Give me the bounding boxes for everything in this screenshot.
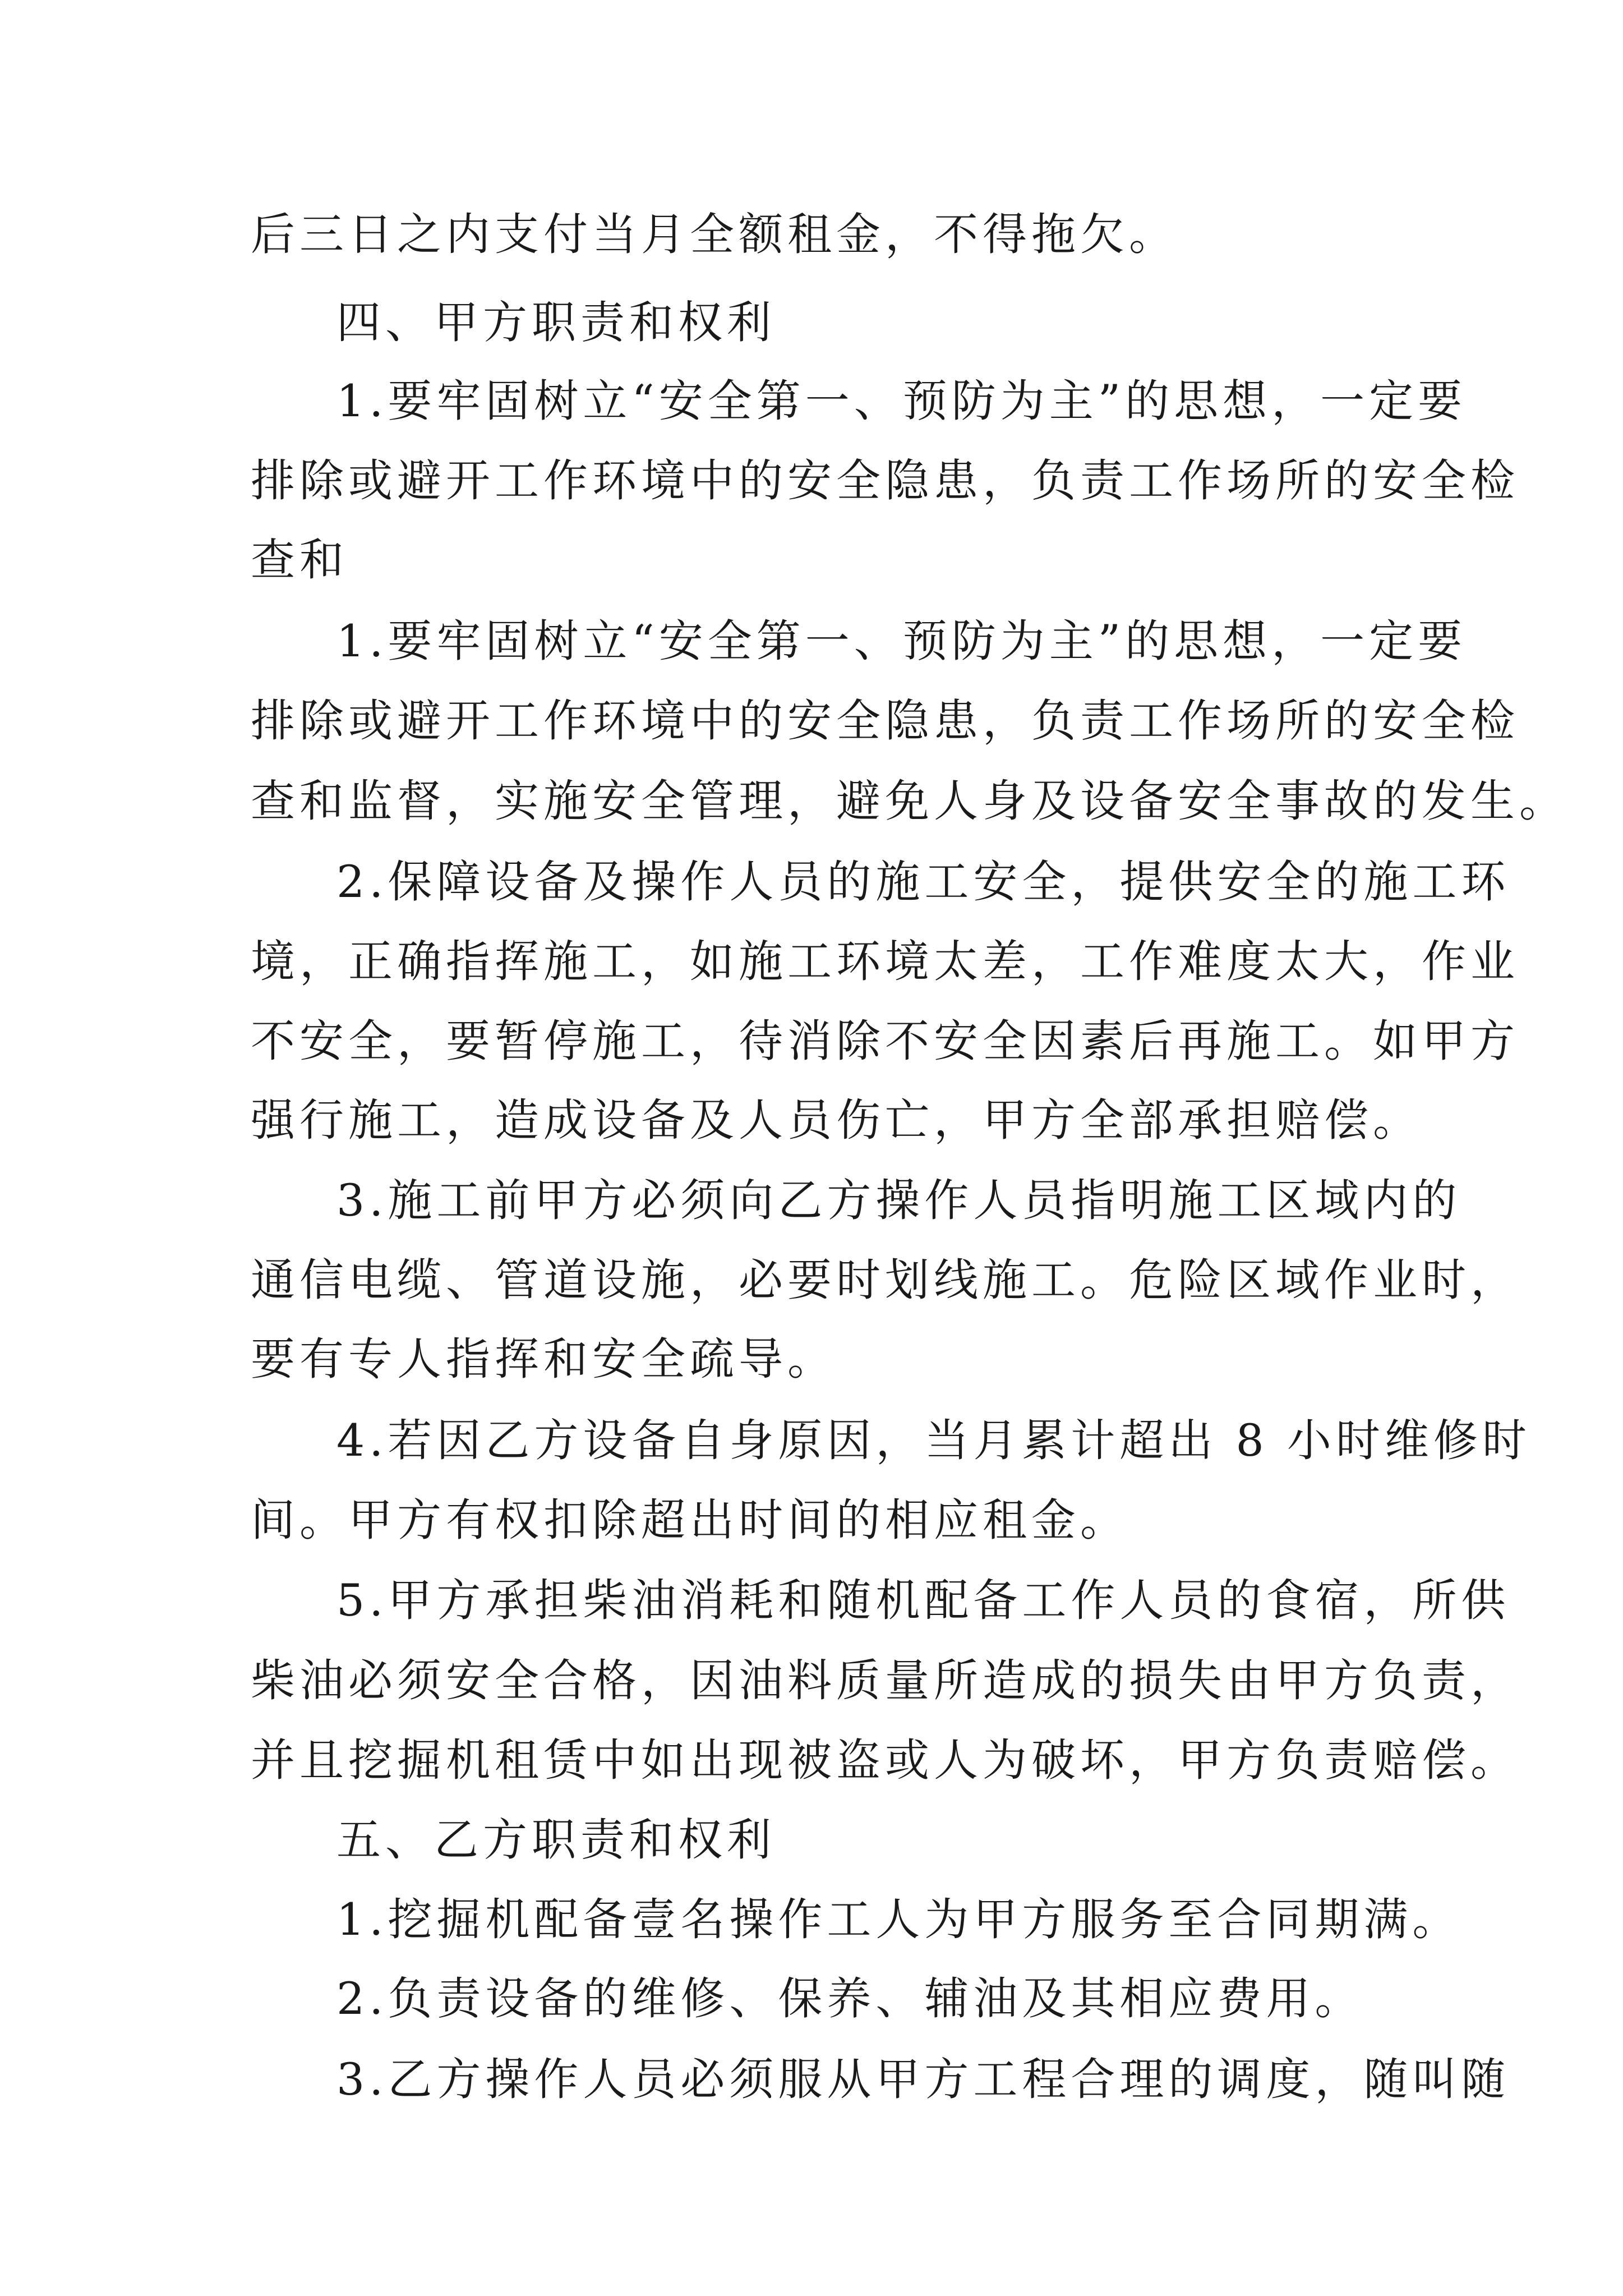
paragraph-line: 2.保障设备及操作人员的施工安全，提供安全的施工环 [336,856,1510,908]
paragraph-line: 3.乙方操作人员必须服从甲方工程合理的调度，随叫随 [336,2054,1510,2105]
paragraph-line: 间。甲方有权扣除超出时间的相应租金。 [251,1494,1129,1546]
paragraph-line: 柴油必须安全合格，因油料质量所造成的损失由甲方负责， [251,1655,1519,1706]
paragraph-line: 强行施工，造成设备及人员伤亡，甲方全部承担赔偿。 [251,1094,1422,1146]
section-heading: 五、乙方职责和权利 [336,1814,776,1866]
paragraph-line: 排除或避开工作环境中的安全隐患，负责工作场所的安全检 [251,695,1519,747]
paragraph-line: 要有专人指挥和安全疏导。 [251,1333,836,1385]
paragraph-line: 1.要牢固树立“安全第一、预防为主”的思想，一定要 [336,375,1467,427]
paragraph-line: 4.若因乙方设备自身原因，当月累计超出 8 小时维修时 [336,1415,1531,1466]
paragraph-line: 3.施工前甲方必须向乙方操作人员指明施工区域内的 [336,1175,1461,1226]
paragraph-line: 通信电缆、管道设施，必要时划线施工。危险区域作业时， [251,1254,1519,1306]
paragraph-line: 排除或避开工作环境中的安全隐患，负责工作场所的安全检 [251,455,1519,507]
paragraph-line: 不安全，要暂停施工，待消除不安全因素后再施工。如甲方 [251,1015,1519,1067]
text-line: 后三日之内支付当月全额租金，不得拖欠。 [251,209,1178,260]
paragraph-line: 境，正确指挥施工，如施工环境太差，工作难度太大，作业 [251,936,1519,987]
paragraph-line: 2.负责设备的维修、保养、辅油及其相应费用。 [336,1973,1364,2024]
section-heading: 四、甲方职责和权利 [336,297,776,348]
paragraph-line: 查和 [251,534,348,586]
paragraph-line: 1.挖掘机配备壹名操作工人为甲方服务至合同期满。 [336,1894,1461,1945]
paragraph-line: 1.要牢固树立“安全第一、预防为主”的思想，一定要 [336,615,1467,667]
paragraph-line: 查和监督，实施安全管理，避免人身及设备安全事故的发生。 [251,775,1568,827]
paragraph-line: 并且挖掘机租赁中如出现被盗或人为破坏，甲方负责赔偿。 [251,1734,1519,1786]
paragraph-line: 5.甲方承担柴油消耗和随机配备工作人员的食宿，所供 [336,1575,1510,1626]
